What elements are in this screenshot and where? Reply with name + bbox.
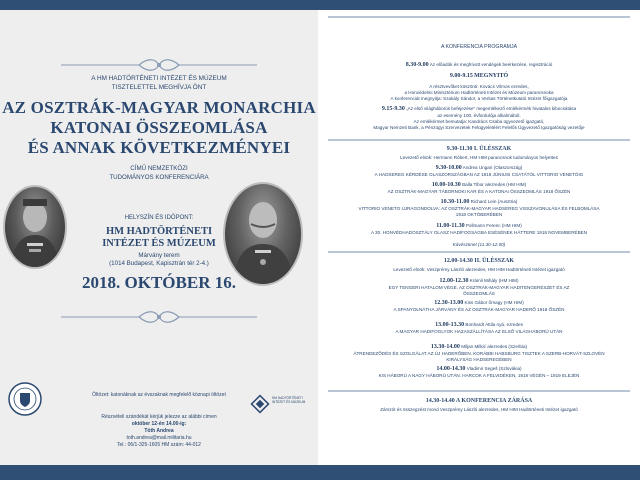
dress-code: Öltözet: katonáknak az évszaknak megfelelő köznapi öltözet bbox=[92, 392, 226, 398]
program-panel bbox=[318, 10, 640, 465]
talk-5-topic: EGY TENGERI HATALOM VÉGE. AZ OSZTRÁK-MAGYAR HADITENGERÉSZET ÉS AZ ÖSSZEOMLÁS bbox=[388, 285, 570, 296]
intro-text-6: „Az első világháborús befejezése” megemlékező emlékérmék hivatalos kibocsátása bbox=[406, 106, 577, 111]
intro-item-7: az esemény 100. évfordulója alkalmából. bbox=[437, 113, 521, 118]
intro-time-1: 8.30-9.00 bbox=[405, 62, 429, 68]
venue-name bbox=[0, 226, 318, 250]
talk-1-time: 9.30-10.00 bbox=[435, 165, 462, 171]
museum-diamond-icon bbox=[250, 394, 270, 414]
coffee-break: Kávészünet (11.30-12.00) bbox=[452, 242, 506, 247]
org-line-1: A HM HADTÖRTÉNETI INTÉZET ÉS MÚZEUM bbox=[91, 75, 227, 82]
intro-time-6: 9.15-9.30 bbox=[381, 106, 405, 112]
org-invite bbox=[0, 74, 318, 92]
talk-2-header bbox=[318, 182, 640, 188]
session-1-chair: Levezető elnök: Hermann Róbert, HM HIM parancsnok tudományos helyettes bbox=[400, 155, 558, 160]
intro-item-4: a Honvédelmi Minisztérium Hadtörténeti Intézet és Múzeum parancsnoka bbox=[404, 90, 554, 95]
talk-5-header bbox=[318, 278, 640, 284]
talk-9-header bbox=[318, 366, 640, 372]
invitation bbox=[0, 10, 640, 465]
talk-5-time: 12.00-12.30 bbox=[439, 278, 469, 284]
title-line-3: ÉS ANNAK KÖVETKEZMÉNYEI bbox=[27, 138, 291, 157]
intro-item-3: A résztvevőket köszönti: Kovács Vilmos ezredes, bbox=[429, 84, 529, 89]
talk-1-topic: A HADSEREG KÉRDÉSE OLASZORSZÁGBAN AZ 1918 JÚNIUSI CSATÁTÓL VITTORIO VENETÓIG bbox=[374, 172, 584, 177]
closing-title: 14.30-14.40 A KONFERENCIA ZÁRÁSA bbox=[425, 398, 533, 404]
intro-text-2: MEGNYITÓ bbox=[474, 73, 509, 79]
venue-line-1: HM HADTÖRTÉNETI bbox=[105, 226, 213, 237]
contact-email[interactable]: toth.andrea@mail.militaria.hu bbox=[126, 435, 192, 441]
closing-text: Zárszót és összegzést mond Veszprémy László alezredes, HM HIM Hadtörténeti Intézet igazgató bbox=[380, 407, 578, 412]
session-2-chair: Levezető elnök: Veszprémy László alezredes, HM HIM Hadtörténeti Intézet igazgató bbox=[393, 267, 565, 272]
talk-8-topic: ÁTRENDEZŐDÉS ÉS SZOLGÁLAT AZ ÚJ HADERŐBEN. KORÁBBI HABSBURG TISZTEK A SZERB-HORVÁT-SZLOVÉN KIRÁLYSÁG HADSEREGÉBEN bbox=[353, 351, 605, 362]
talk-3-topic: VITTORIO VENETO ÚJRAGONDOLVA: AZ OSZTRÁK-MAGYAR HADSEREG VISSZAVONULÁSA ÉS FELBOMLÁSA 1918 OKTÓBERÉBEN bbox=[358, 206, 600, 217]
title-line-1: AZ OSZTRÁK-MAGYAR MONARCHIA bbox=[2, 98, 316, 117]
rsvp-line-2: október 12-én 14.00-ig: bbox=[131, 421, 187, 427]
talk-7-time: 13.00-13.30 bbox=[435, 322, 465, 328]
ornament-top-icon bbox=[59, 58, 259, 72]
talk-2-time: 10.00-10.30 bbox=[431, 182, 461, 188]
intro-item-8: Az emlékérmet bemutatja: Kandrács Csaba ügyvezető igazgató, bbox=[413, 119, 545, 124]
talk-3-speaker: Richard Lein (Ausztria) bbox=[470, 199, 518, 204]
subtitle bbox=[0, 164, 318, 182]
talk-6-header bbox=[318, 300, 640, 306]
rsvp bbox=[0, 414, 318, 435]
invitation-left-panel bbox=[0, 10, 318, 465]
program-title: A KONFERENCIA PROGRAMJA bbox=[440, 44, 518, 50]
top-rule bbox=[328, 16, 630, 18]
talk-6-topic: A SPANYOLNÁTHA JÁRVÁNY ÉS AZ OSZTRÁK-MAGYAR HADERŐ 1918 ŐSZÉN bbox=[393, 307, 565, 312]
subtitle-line-1: CÍMŰ NEMZETKÖZI bbox=[130, 165, 188, 172]
talk-7-header bbox=[318, 322, 640, 328]
event-date: 2018. OKTÓBER 16. bbox=[82, 273, 236, 292]
talk-8-header bbox=[318, 344, 640, 350]
session-2-rule bbox=[328, 251, 630, 253]
intro-item-2 bbox=[318, 73, 640, 79]
hm-emblem-icon bbox=[8, 382, 42, 416]
contact-phone: Tel.: 06/1-325-1605 HM szám: 44-012 bbox=[117, 442, 201, 448]
intro-item-1 bbox=[318, 62, 640, 68]
talk-9-topic: KIS HÁBORÚ A NAGY HÁBORÚ UTÁN. HARCOK A FELVIDÉKEN, 1918 VÉGÉN – 1919 ELEJÉN bbox=[378, 373, 580, 378]
talk-1-speaker: Andrea Ungari (Olaszország) bbox=[462, 165, 523, 170]
talk-3-header bbox=[318, 199, 640, 205]
venue-line-2: INTÉZET ÉS MÚZEUM bbox=[102, 238, 216, 249]
talk-1-header bbox=[318, 165, 640, 171]
talk-2-topic: AZ OSZTRÁK-MAGYAR TÁBORNOKI KAR ÉS A KATONAI ÖSSZEOMLÁS 1918 ŐSZÉN bbox=[387, 189, 571, 194]
ornament-bottom-icon bbox=[59, 310, 259, 324]
rsvp-line-1: Részvételi szándékát kérjük jelezze az alábbi címen bbox=[101, 414, 217, 420]
intro-item-5: A konferenciát megnyitja: Szakály Sándor, a Veritas Történetkutató Intézet főigazgatója bbox=[390, 96, 568, 101]
session-2-title: 12.00-14.30 II. ÜLÉSSZAK bbox=[443, 258, 515, 264]
talk-6-time: 12.30-13.00 bbox=[434, 300, 464, 306]
venue-address: (1014 Budapest, Kapisztrán tér 2-4.) bbox=[109, 260, 209, 267]
venue-location bbox=[0, 252, 318, 268]
intro-item-9: Magyar Nemzeti Bank, a Pénzügyi Szervezetek Felügyeletéért Felelős Ügyvezető Igazgatóság vezetője bbox=[373, 125, 585, 130]
contact-details bbox=[0, 435, 318, 449]
subtitle-line-2: TUDOMÁNYOS KONFERENCIÁRA bbox=[109, 174, 209, 181]
closing-rule bbox=[328, 390, 630, 392]
talk-7-speaker: Bonhardt Attila nyá. ezredes bbox=[465, 322, 523, 327]
session-1-rule bbox=[328, 139, 630, 141]
talk-7-topic: A MAGYAR HADIFOGLYOK HAZASZÁLLÍTÁSA AZ ELSŐ VILÁGHÁBORÚ UTÁN bbox=[395, 329, 563, 334]
talk-2-speaker: Balla Tibor alezredes (HM HIM) bbox=[462, 182, 527, 187]
talk-3-time: 10.30-11.00 bbox=[440, 199, 470, 205]
museum-logo-text: HM HADTÖRTÉNETI INTÉZET ÉS MÚZEUM bbox=[272, 396, 306, 404]
talk-4-header bbox=[318, 223, 640, 229]
talk-9-time: 14.00-14.30 bbox=[436, 366, 466, 372]
session-1-title: 9.30-11.30 I. ÜLÉSSZAK bbox=[446, 146, 512, 152]
intro-item-6 bbox=[318, 106, 640, 112]
talk-4-topic: A 30. HONVÉDHADOSZTÁLY OLASZ HADIFOGSÁGBA ESÉSÉNEK HÁTTERE 1918 NOVEMBERÉBEN bbox=[370, 230, 588, 235]
intro-time-2: 9.00-9.15 bbox=[449, 73, 473, 79]
talk-9-speaker: Vladimir Segeš (Szlovákia) bbox=[466, 366, 522, 371]
talk-4-time: 11.00-11.30 bbox=[436, 223, 465, 229]
conference-title bbox=[0, 98, 318, 158]
talk-8-speaker: Miljan Milkić alezredes (Szerbia) bbox=[461, 344, 528, 349]
talk-5-speaker: Krámli Mihály (HM HIM) bbox=[469, 278, 519, 283]
talk-8-time: 13.30-14.00 bbox=[430, 344, 460, 350]
venue-room: Márvány terem bbox=[138, 252, 180, 259]
talk-6-speaker: Kiss Gábor őrnagy (HM HIM) bbox=[464, 300, 524, 305]
org-line-2: TISZTELETTEL MEGHÍVJA ÖNT bbox=[111, 84, 207, 91]
title-line-2: KATONAI ÖSSZEOMLÁSA bbox=[50, 118, 268, 137]
contact-name: Tóth Andrea bbox=[144, 428, 174, 434]
talk-4-speaker: Pollmann Ferenc (HM HIM) bbox=[465, 223, 522, 228]
venue-label: HELYSZÍN ÉS IDŐPONT: bbox=[124, 215, 194, 221]
intro-text-1: Az előadók és meghívott vendégek beérkezése, regisztráció bbox=[429, 62, 553, 67]
